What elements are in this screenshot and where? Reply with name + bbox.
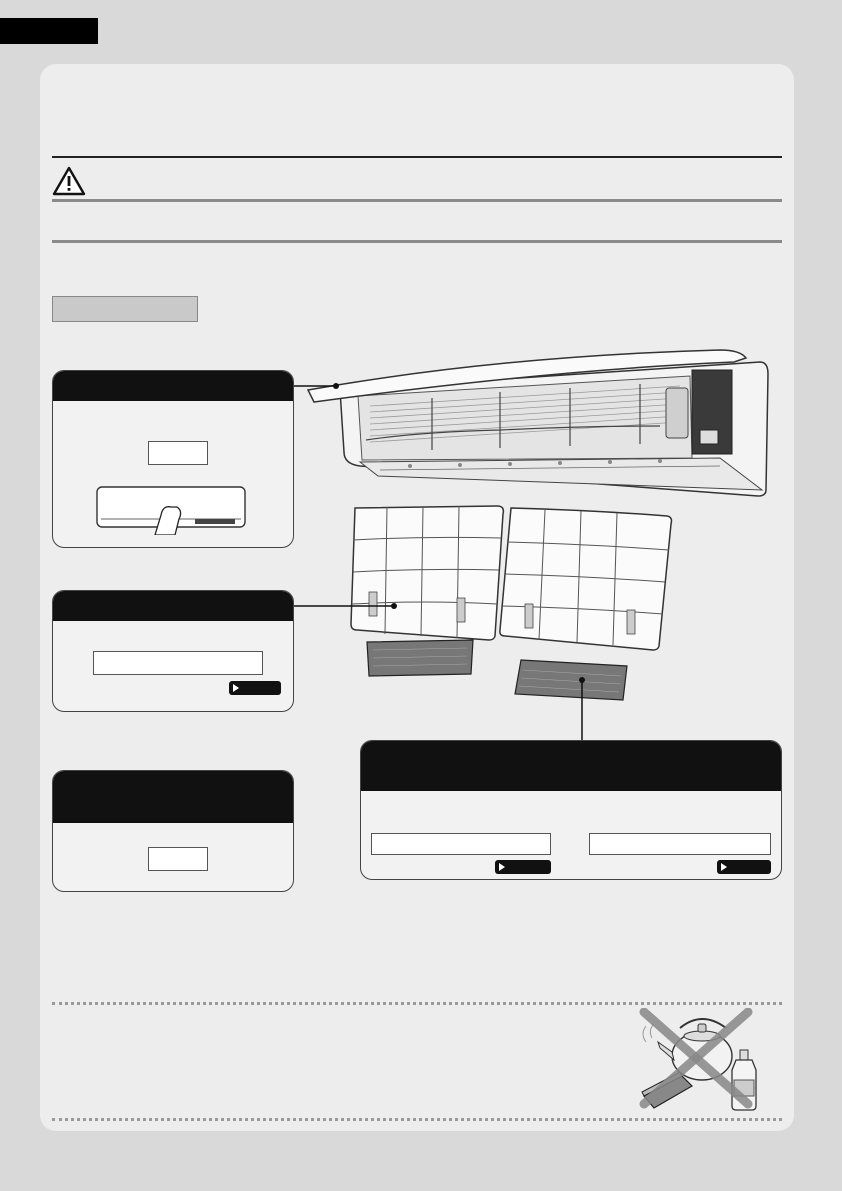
air-filter-reference-box: [93, 651, 263, 675]
purifying-filter-page-ref-button-2[interactable]: [717, 860, 771, 874]
front-panel-callout-header: [53, 371, 293, 401]
air-filter-page-ref-button[interactable]: [229, 681, 281, 695]
air-filter-callout: [52, 590, 294, 712]
note-rule-top: [52, 1002, 782, 1005]
prohibited-items-illustration: [630, 1008, 780, 1112]
note-rule-bottom: [52, 1118, 782, 1121]
purifying-filter-page-ref-button-1[interactable]: [495, 860, 551, 874]
indoor-unit-body-callout: [52, 770, 294, 892]
unit-body-reference-box: [148, 847, 208, 871]
air-filter-callout-header: [53, 591, 293, 621]
purifying-filter-reference-box-2: [589, 833, 771, 855]
purifying-filter-reference-box-1: [371, 833, 551, 855]
hand-wiping-icon: [95, 483, 247, 535]
front-panel-callout: [52, 370, 294, 548]
purifying-filter-callout-header: [361, 741, 781, 791]
purifying-filter-callout: [360, 740, 782, 880]
front-panel-reference-box: [148, 441, 208, 465]
indoor-unit-body-callout-header: [53, 771, 293, 823]
